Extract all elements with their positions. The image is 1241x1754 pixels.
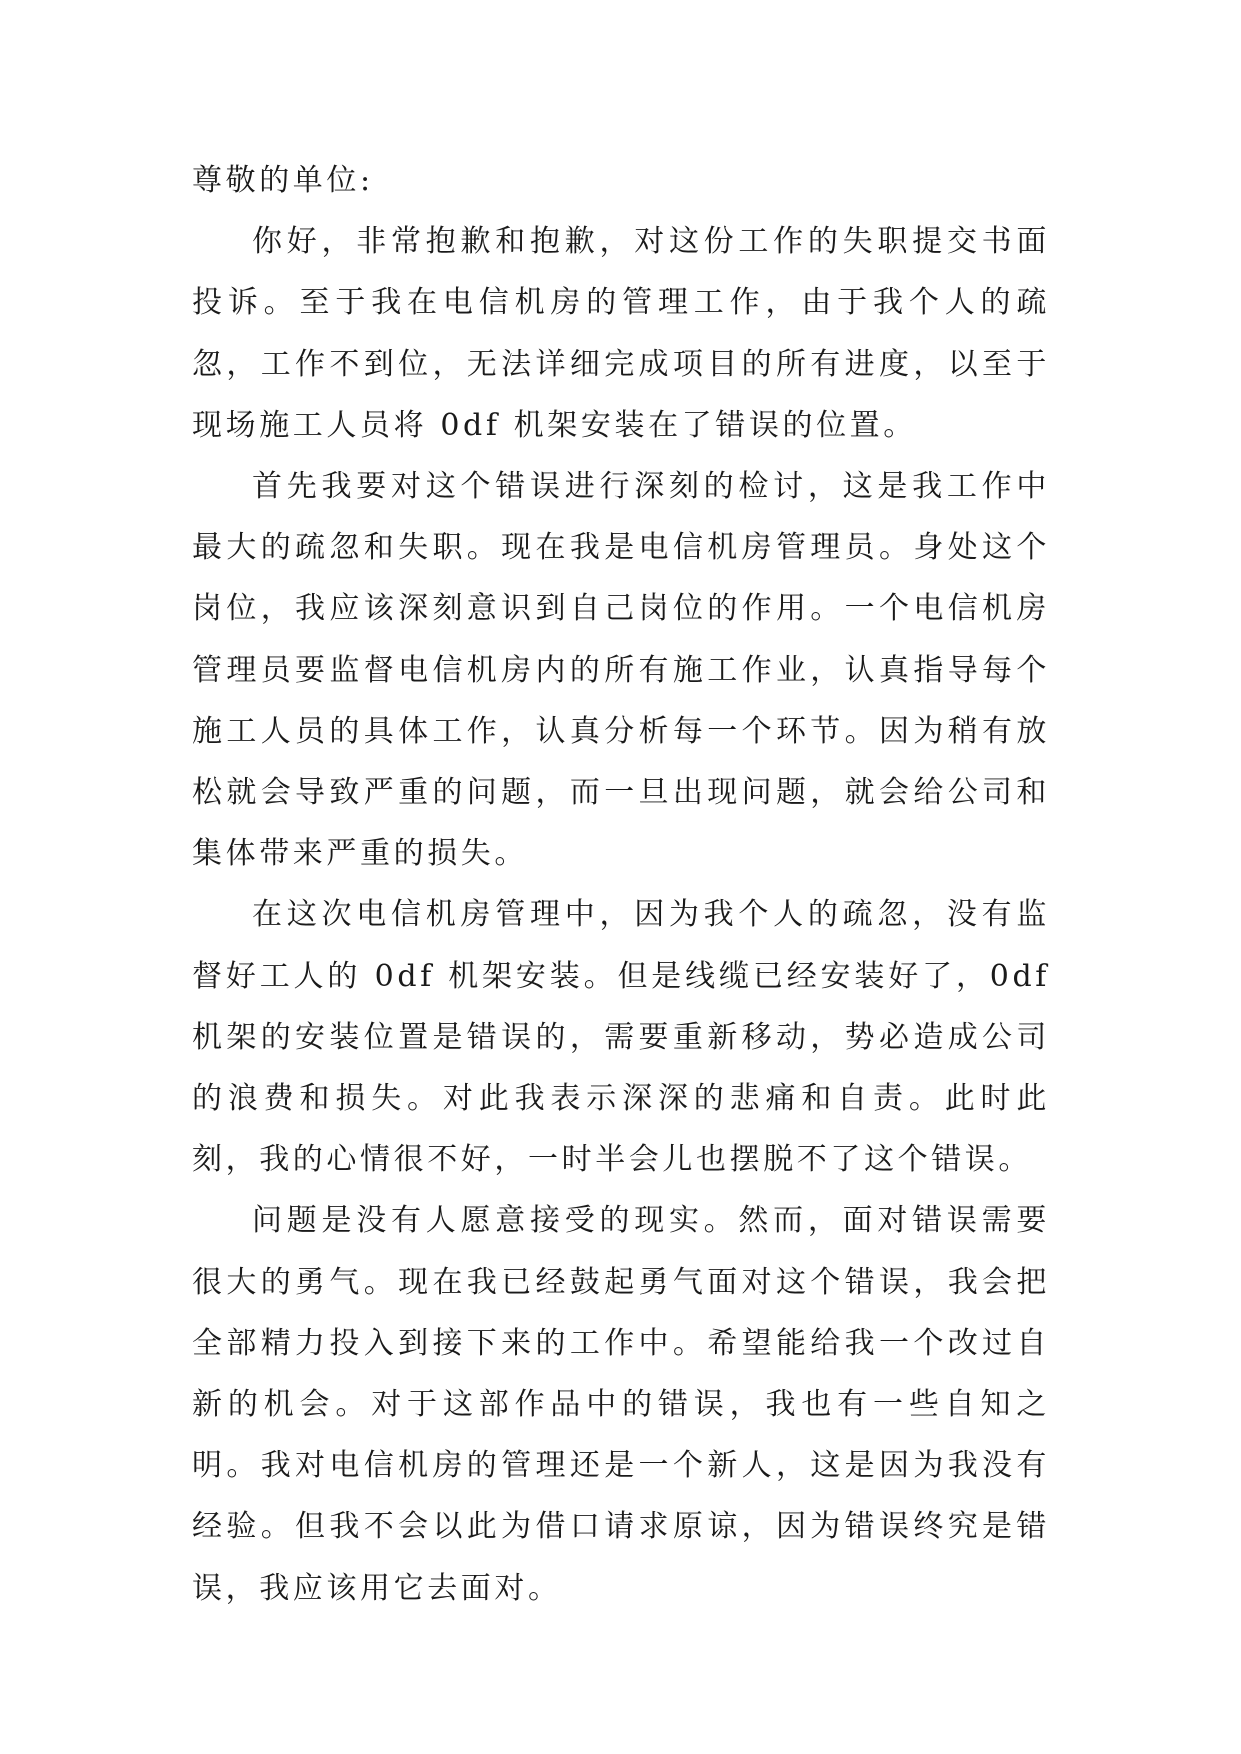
paragraph-4: 问题是没有人愿意接受的现实。然而，面对错误需要很大的勇气。现在我已经鼓起勇气面对这个错误，我会把全部精力投入到接下来的工作中。希望能给我一个改过自新的机会。对于这部作品中的错误，我也有一些自知之明。我对电信机房的管理还是一个新人，这是因为我没有经验。但我不会以此为借口请求原谅，因为错误终究是错误，我应该用它去面对。 xyxy=(192,1203,1050,1606)
salutation: 尊敬的单位: xyxy=(192,163,374,198)
paragraph-3: 在这次电信机房管理中，因为我个人的疏忽，没有监督好工人的 0df 机架安装。但是线缆已经安装好了，0df 机架的安装位置是错误的，需要重新移动，势必造成公司的浪费和损失。对此我表示深深的悲痛和自责。此时此刻，我的心情很不好，一时半会儿也摆脱不了这个错误。 xyxy=(192,897,1050,1178)
document-body xyxy=(192,150,1050,1619)
paragraph-2: 首先我要对这个错误进行深刻的检讨，这是我工作中最大的疏忽和失职。现在我是电信机房管理员。身处这个岗位，我应该深刻意识到自己岗位的作用。一个电信机房管理员要监督电信机房内的所有施工作业，认真指导每个施工人员的具体工作，认真分析每一个环节。因为稍有放松就会导致严重的问题，而一旦出现问题，就会给公司和集体带来严重的损失。 xyxy=(192,469,1050,872)
paragraph-1: 你好，非常抱歉和抱歉，对这份工作的失职提交书面投诉。至于我在电信机房的管理工作，由于我个人的疏忽，工作不到位，无法详细完成项目的所有进度，以至于现场施工人员将 0df 机架安装在了错误的位置。 xyxy=(192,224,1050,443)
